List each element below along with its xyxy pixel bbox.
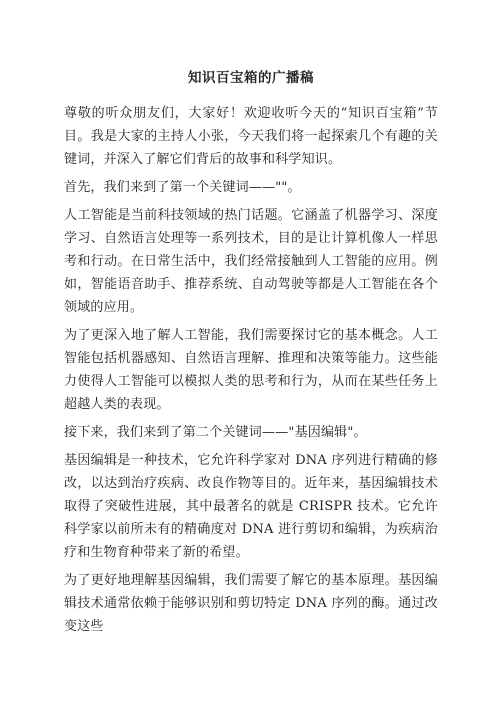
paragraph-ai-concepts: 为了更深入地了解人工智能，我们需要探讨它的基本概念。人工智能包括机器感知、自然语言理解、推理和决策等能力。这些能力使得人工智能可以模拟人类的思考和行为，从而在某些任务上超越人类的表现。 (64, 328, 438, 412)
paragraph-ai-intro: 人工智能是当前科技领域的热门话题。它涵盖了机器学习、深度学习、自然语言处理等一系列技术，目的是让计算机像人一样思考和行动。在日常生活中，我们经常接触到人工智能的应用。例如，智能语音助手、推荐系统、自动驾驶等都是人工智能在各个领域的应用。 (64, 208, 438, 315)
paragraph-keyword-one: 首先，我们来到了第一个关键词——""。 (64, 180, 301, 195)
paragraph-gene-editing-intro: 基因编辑是一种技术，它允许科学家对 DNA 序列进行精确的修改，以达到治疗疾病、改良作物等目的。近年来，基因编辑技术取得了突破性进展，其中最著名的就是 CRISPR 技术。它允许科学家以前所未有的精确度对 DNA 进行剪切和编辑，为疾病治疗和生物育种带来了新的希望。 (64, 453, 438, 560)
paragraph-keyword-two: 接下来，我们来到了第二个关键词——"基因编辑"。 (64, 425, 367, 440)
paragraph-greeting: 尊敬的听众朋友们，大家好！欢迎收听今天的“知识百宝箱”节目。我是大家的主持人小张，今天我们将一起探索几个有趣的关键词，并深入了解它们背后的故事和科学知识。 (64, 106, 438, 167)
paragraph-gene-editing-principle: 为了更好地理解基因编辑，我们需要了解它的基本原理。基因编辑技术通常依赖于能够识别和剪切特定 DNA 序列的酶。通过改变这些 (64, 573, 438, 634)
document-title: 知识百宝箱的广播稿 (188, 70, 314, 86)
